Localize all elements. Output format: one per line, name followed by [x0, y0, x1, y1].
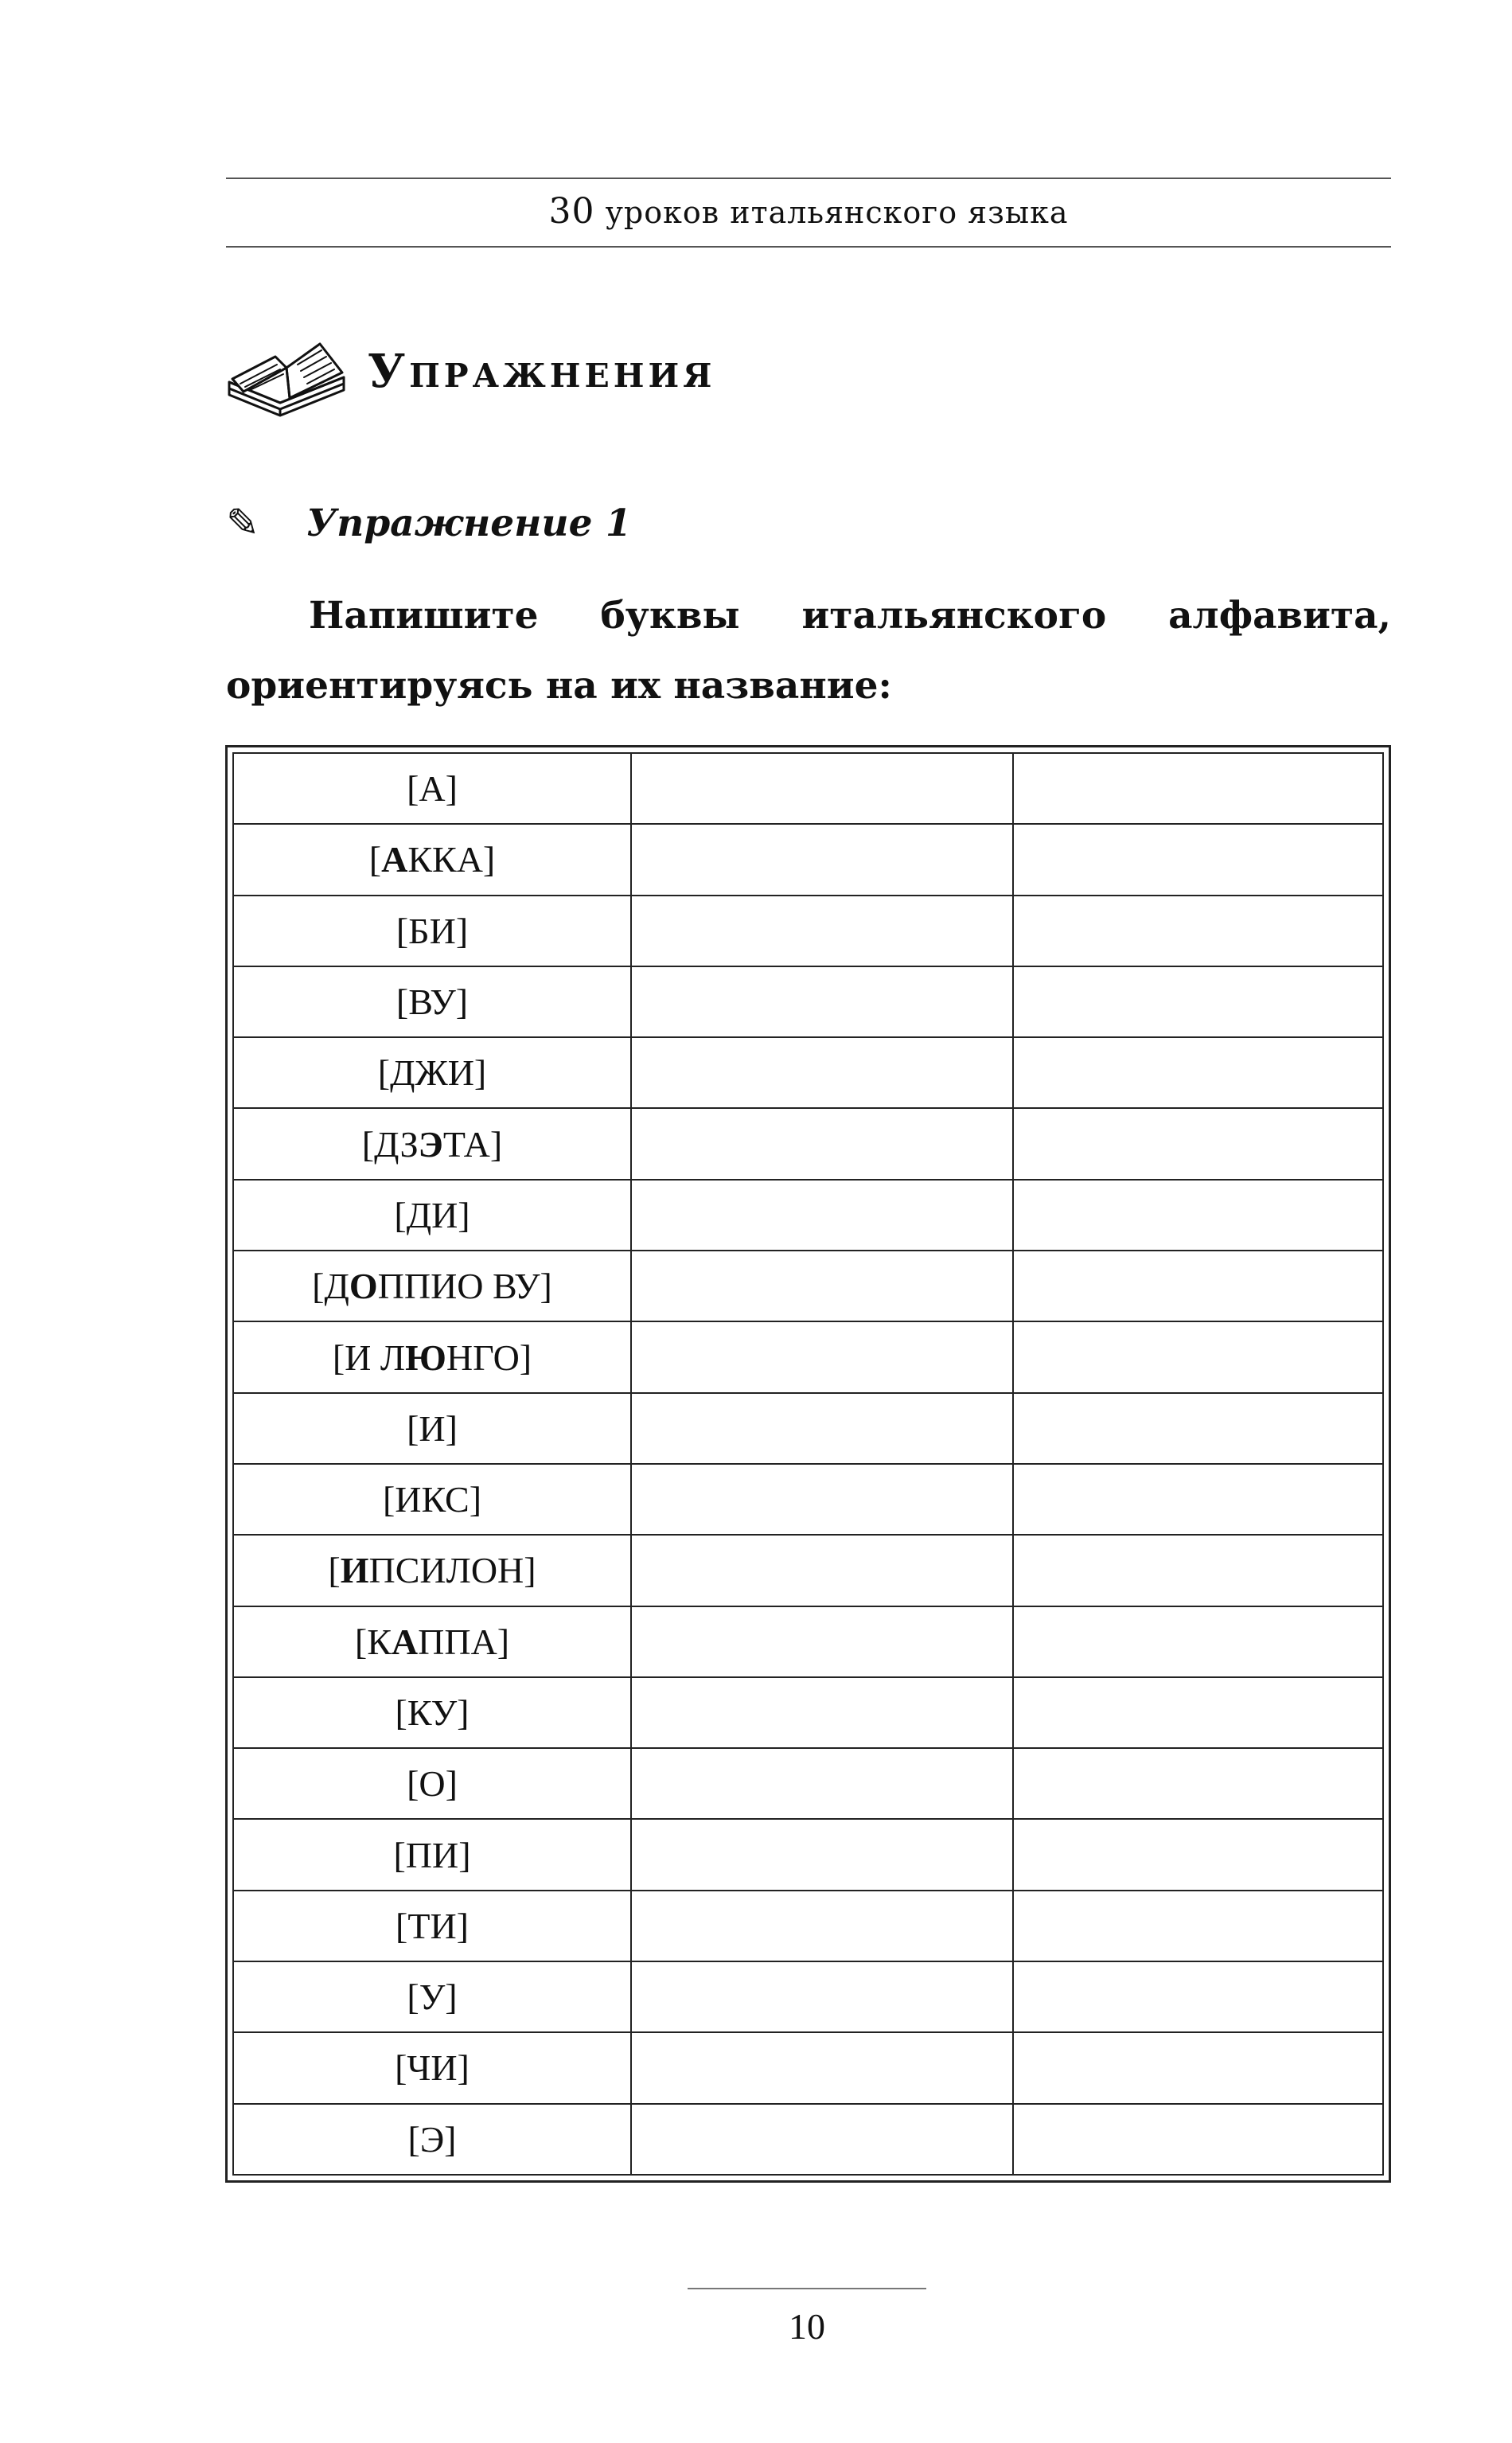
letter-name-cell	[233, 1393, 631, 1464]
letter-name-cell	[233, 896, 631, 966]
table-row	[233, 1819, 1383, 1890]
letter-name-part: [К	[354, 1621, 392, 1662]
letter-name-part: [	[407, 1977, 419, 2018]
letter-name-cell	[233, 1321, 631, 1392]
letter-name-part: И]	[431, 1194, 470, 1235]
letter-name-part: [Т	[396, 1905, 431, 1946]
answer-cell-extra[interactable]	[1013, 1251, 1383, 1321]
answer-cell-letter[interactable]	[631, 966, 1013, 1037]
answer-cell-extra[interactable]	[1013, 1037, 1383, 1108]
letter-name-stressed-vowel: Ю	[405, 1337, 446, 1378]
letter-name-cell	[233, 1748, 631, 1819]
letter-name-cell	[233, 1961, 631, 2032]
table-row	[233, 2032, 1383, 2103]
letter-name-part: ИКС]	[395, 1479, 482, 1520]
answer-cell-extra[interactable]	[1013, 1464, 1383, 1535]
answer-cell-extra[interactable]	[1013, 1180, 1383, 1251]
letter-name-part: У]	[430, 981, 469, 1023]
answer-cell-extra[interactable]	[1013, 896, 1383, 966]
answer-cell-letter[interactable]	[631, 1393, 1013, 1464]
answer-cell-letter[interactable]	[631, 1961, 1013, 2032]
answer-cell-letter[interactable]	[631, 1677, 1013, 1748]
answer-cell-letter[interactable]	[631, 1180, 1013, 1251]
letter-name-part: У]	[419, 1977, 458, 2018]
letter-name-stressed-vowel: О	[349, 1266, 378, 1307]
section-title: Упражнения	[368, 344, 716, 398]
letter-name-part: [Д	[394, 1194, 432, 1235]
answer-cell-extra[interactable]	[1013, 1535, 1383, 1606]
answer-cell-letter[interactable]	[631, 1251, 1013, 1321]
answer-cell-letter[interactable]	[631, 2032, 1013, 2103]
exercise-title: Упражнение 1	[306, 501, 632, 545]
letter-name-part: [К	[395, 1692, 431, 1733]
answer-cell-letter[interactable]	[631, 896, 1013, 966]
answer-cell-letter[interactable]	[631, 753, 1013, 824]
answer-cell-extra[interactable]	[1013, 1321, 1383, 1392]
letter-name-part: [	[328, 1550, 341, 1591]
answer-cell-letter[interactable]	[631, 1891, 1013, 1961]
letter-name-part: [ДЖ	[377, 1052, 448, 1094]
letter-name-part: О]	[419, 1763, 458, 1805]
letter-name-cell	[233, 1819, 631, 1890]
letter-name-cell	[233, 1464, 631, 1535]
answer-cell-extra[interactable]	[1013, 1393, 1383, 1464]
letter-name-part: НГО]	[446, 1337, 532, 1378]
pencil-icon: ✎	[226, 500, 259, 546]
letter-name-cell	[233, 2032, 631, 2103]
letter-name-part: [	[382, 1479, 396, 1520]
answer-cell-extra[interactable]	[1013, 2032, 1383, 2103]
table-row	[233, 1535, 1383, 1606]
letter-name-part: И]	[432, 1834, 471, 1875]
answer-cell-extra[interactable]	[1013, 1606, 1383, 1677]
answer-cell-extra[interactable]	[1013, 966, 1383, 1037]
page-number: 10	[789, 2306, 825, 2347]
table-row	[233, 1464, 1383, 1535]
letter-name-part: А]	[419, 768, 458, 810]
table-row	[233, 966, 1383, 1037]
answer-cell-letter[interactable]	[631, 1321, 1013, 1392]
answer-cell-letter[interactable]	[631, 1819, 1013, 1890]
table-row	[233, 1748, 1383, 1819]
letter-name-cell	[233, 1251, 631, 1321]
answer-cell-extra[interactable]	[1013, 2104, 1383, 2175]
answer-cell-letter[interactable]	[631, 824, 1013, 895]
letter-name-cell	[233, 1535, 631, 1606]
letter-name-stressed-vowel: А	[391, 1621, 419, 1662]
alphabet-table	[232, 752, 1384, 2176]
answer-cell-letter[interactable]	[631, 1535, 1013, 1606]
answer-cell-letter[interactable]	[631, 1464, 1013, 1535]
table-row	[233, 1961, 1383, 2032]
table-row	[233, 1180, 1383, 1251]
table-row	[233, 2104, 1383, 2175]
letter-name-part: ТА]	[442, 1123, 503, 1165]
letter-name-part: [П	[393, 1834, 432, 1875]
table-row	[233, 1037, 1383, 1108]
answer-cell-extra[interactable]	[1013, 753, 1383, 824]
table-row	[233, 1251, 1383, 1321]
letter-name-cell	[233, 2104, 631, 2175]
answer-cell-extra[interactable]	[1013, 1891, 1383, 1961]
letter-name-stressed-vowel: А	[381, 839, 408, 880]
table-row	[233, 1393, 1383, 1464]
letter-name-part: ККА]	[407, 839, 496, 880]
letter-name-part: [ДЗ	[361, 1123, 419, 1165]
table-row	[233, 1321, 1383, 1392]
answer-cell-letter[interactable]	[631, 1606, 1013, 1677]
header-rule-bottom	[226, 246, 1391, 248]
footer-rule	[688, 2288, 926, 2289]
letter-name-part: И]	[429, 910, 469, 951]
answer-cell-letter[interactable]	[631, 1108, 1013, 1179]
letter-name-cell	[233, 824, 631, 895]
table-row	[233, 824, 1383, 895]
letter-name-part: [Б	[396, 910, 430, 951]
letter-name-part: [В	[396, 981, 431, 1023]
answer-cell-letter[interactable]	[631, 1748, 1013, 1819]
running-head-number: 30	[548, 191, 595, 232]
answer-cell-extra[interactable]	[1013, 824, 1383, 895]
letter-name-cell	[233, 1037, 631, 1108]
letter-name-part: [	[407, 2118, 420, 2160]
table-row	[233, 896, 1383, 966]
header-rule-top	[226, 178, 1391, 179]
table-row	[233, 1677, 1383, 1748]
exercise-instruction: Напишите буквы итальянского алфавита, ориентируясь на их название:	[226, 594, 1391, 708]
table-row	[233, 753, 1383, 824]
letter-name-part: [	[368, 839, 382, 880]
running-head-text: уроков итальянского языка	[605, 195, 1069, 230]
letter-name-part: [Ч	[395, 2047, 431, 2089]
letter-name-part: Э]	[419, 2118, 457, 2160]
answer-cell-extra[interactable]	[1013, 1108, 1383, 1179]
alphabet-table-frame	[225, 745, 1391, 2183]
letter-name-part: ПСИЛОН]	[368, 1550, 536, 1591]
letter-name-part: И]	[431, 2047, 470, 2089]
letter-name-part: У]	[431, 1692, 470, 1733]
answer-cell-extra[interactable]	[1013, 1961, 1383, 2032]
answer-cell-extra[interactable]	[1013, 1819, 1383, 1890]
letter-name-stressed-vowel: И	[340, 1550, 369, 1591]
letter-name-part: ППИО ВУ]	[377, 1266, 552, 1307]
table-row	[233, 1891, 1383, 1961]
letter-name-cell	[233, 1677, 631, 1748]
answer-cell-letter[interactable]	[631, 2104, 1013, 2175]
answer-cell-letter[interactable]	[631, 1037, 1013, 1108]
answer-cell-extra[interactable]	[1013, 1677, 1383, 1748]
letter-name-part: [Д	[312, 1266, 349, 1307]
letter-name-part: И]	[430, 1905, 469, 1946]
letter-name-part: И]	[447, 1052, 487, 1094]
table-row	[233, 1108, 1383, 1179]
letter-name-cell	[233, 1108, 631, 1179]
letter-name-stressed-vowel: Э	[418, 1123, 443, 1165]
running-head	[226, 191, 1391, 232]
letter-name-part: [	[407, 768, 419, 810]
table-row	[233, 1606, 1383, 1677]
letter-name-part: [	[407, 1763, 419, 1805]
open-book-icon	[224, 333, 349, 419]
letter-name-cell	[233, 966, 631, 1037]
letter-name-cell	[233, 1891, 631, 1961]
letter-name-cell	[233, 1606, 631, 1677]
letter-name-part: И]	[419, 1407, 458, 1449]
letter-name-cell	[233, 1180, 631, 1251]
letter-name-cell	[233, 753, 631, 824]
answer-cell-extra[interactable]	[1013, 1748, 1383, 1819]
letter-name-part: [И Л	[332, 1337, 406, 1378]
letter-name-part: [	[407, 1407, 419, 1449]
letter-name-part: ППА]	[418, 1621, 510, 1662]
